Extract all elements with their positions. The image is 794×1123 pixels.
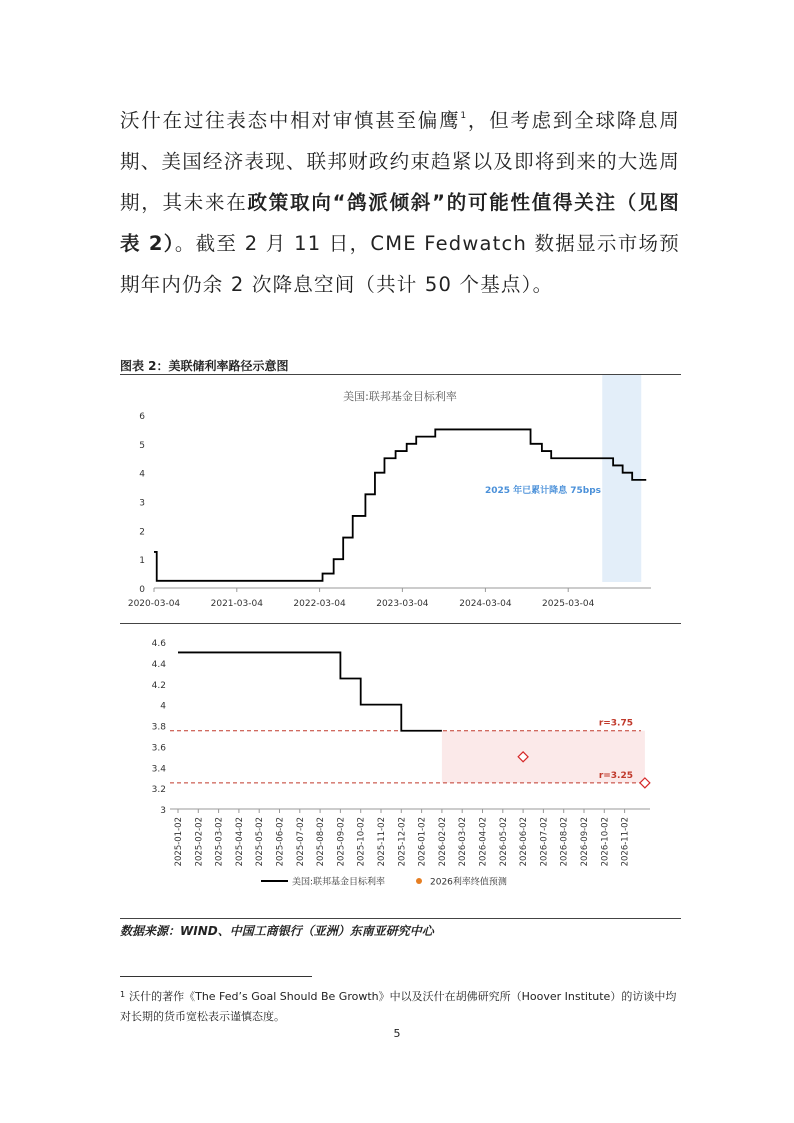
x-tick-label: 2025-02-02 [194,817,205,867]
x-tick-label: 2026-06-02 [519,817,530,867]
x-tick-label: 2025-12-02 [397,817,408,867]
footnote-ref[interactable]: 1 [460,111,468,121]
footnote [120,987,680,1027]
y-tick-label: 0 [139,585,145,595]
footnote-text: 沃什的著作《The Fed’s Goal Should Be Growth》中以及沃什在胡佛研究所（Hoover Institute）的访谈中均对长期的货币宽松表示谨慎态度。 [120,990,677,1023]
chart-divider-rule [120,623,681,624]
legend-label-fed-funds: 美国:联邦基金目标利率 [292,877,386,888]
y-tick-label: 4.4 [151,659,166,670]
paragraph-part1: 沃什在过往表态中相对审慎甚至偏鹰 [120,109,461,132]
series-line-fed-funds [178,652,442,730]
annotation-cut-75bps: 2025 年已累计降息 75bps [484,486,602,496]
footnote-number: 1 [120,990,126,999]
y-tick-label: 3.2 [151,785,166,796]
y-tick-label: 2 [139,527,145,538]
paragraph-part3: 。截至 2 月 11 日，CME Fedwatch 数据显示市场预期年内仍余 2 次降息空间（共计 50 个基点）。 [120,232,680,296]
x-tick-label: 2026-08-02 [559,817,570,867]
page-number: 5 [393,1027,401,1040]
x-tick-label: 2025-11-02 [377,817,387,867]
x-tick-label: 2025-08-02 [316,817,327,867]
x-tick-label: 2026-02-02 [437,817,448,867]
shaded-region [602,375,641,582]
series-line-fed-funds [154,429,646,580]
x-tick-label: 2026-01-02 [417,817,428,867]
paragraph-part2: ，但考虑到全球降息周期、美国经济表现、联邦财政约束趋紧以及即将到来的大选周期，其未来在 [120,109,680,214]
figure-bottom-rule [120,918,681,919]
y-tick-label: 3 [139,498,145,509]
y-tick-label: 4 [139,469,145,480]
y-tick-label: 1 [139,556,145,567]
x-tick-label: 2024-03-04 [459,599,512,609]
y-tick-label: 5 [139,440,145,451]
x-tick-label: 2025-05-02 [255,817,266,867]
y-tick-label: 6 [139,412,145,422]
x-tick-label: 2025-10-02 [356,817,367,867]
y-tick-label: 3.8 [151,722,166,733]
y-tick-label: 4 [160,701,166,712]
reference-line-label: r=3.25 [598,770,633,781]
y-tick-label: 4.6 [151,639,166,649]
chart-fed-funds-rate [120,375,681,623]
x-tick-label: 2025-06-02 [275,817,286,867]
y-tick-label: 3 [160,806,166,816]
y-tick-label: 3.6 [151,743,166,754]
x-tick-label: 2021-03-04 [210,599,263,609]
x-tick-label: 2026-03-02 [458,817,469,867]
body-paragraph [120,100,680,305]
x-tick-label: 2025-09-02 [336,817,347,867]
paragraph-bold: 政策取向“鸽派倾斜”的可能性值得关注（见图表 2） [120,191,680,255]
x-tick-label: 2023-03-04 [376,599,429,609]
x-tick-label: 2022-03-04 [293,599,346,609]
legend-label-forecast: 2026利率终值预测 [430,877,507,888]
x-tick-label: 2025-07-02 [295,817,306,867]
x-tick-label: 2026-11-02 [620,817,631,867]
x-tick-label: 2026-05-02 [498,817,509,867]
x-tick-label: 2026-09-02 [580,817,590,867]
legend-swatch-dot [416,878,422,884]
chart-title: 美国:联邦基金目标利率 [343,390,457,403]
x-tick-label: 2026-07-02 [539,817,550,867]
x-tick-label: 2020-03-04 [127,599,181,609]
y-tick-label: 3.4 [151,764,166,775]
y-tick-label: 4.2 [151,680,166,691]
footnote-rule [120,976,312,977]
data-source: 数据来源：WIND、中国工商银行（亚洲）东南亚研究中心 [120,924,434,938]
x-tick-label: 2025-03-02 [214,817,225,867]
x-tick-label: 2025-03-04 [542,599,595,609]
chart-rate-forecast [120,625,681,915]
x-tick-label: 2025-01-02 [174,817,184,867]
figure-title: 图表 2：美联储利率路径示意图 [120,359,289,373]
x-tick-label: 2026-04-02 [478,817,489,867]
reference-line-label: r=3.75 [598,718,633,729]
x-tick-label: 2026-10-02 [600,817,611,867]
x-tick-label: 2025-04-02 [234,817,245,867]
